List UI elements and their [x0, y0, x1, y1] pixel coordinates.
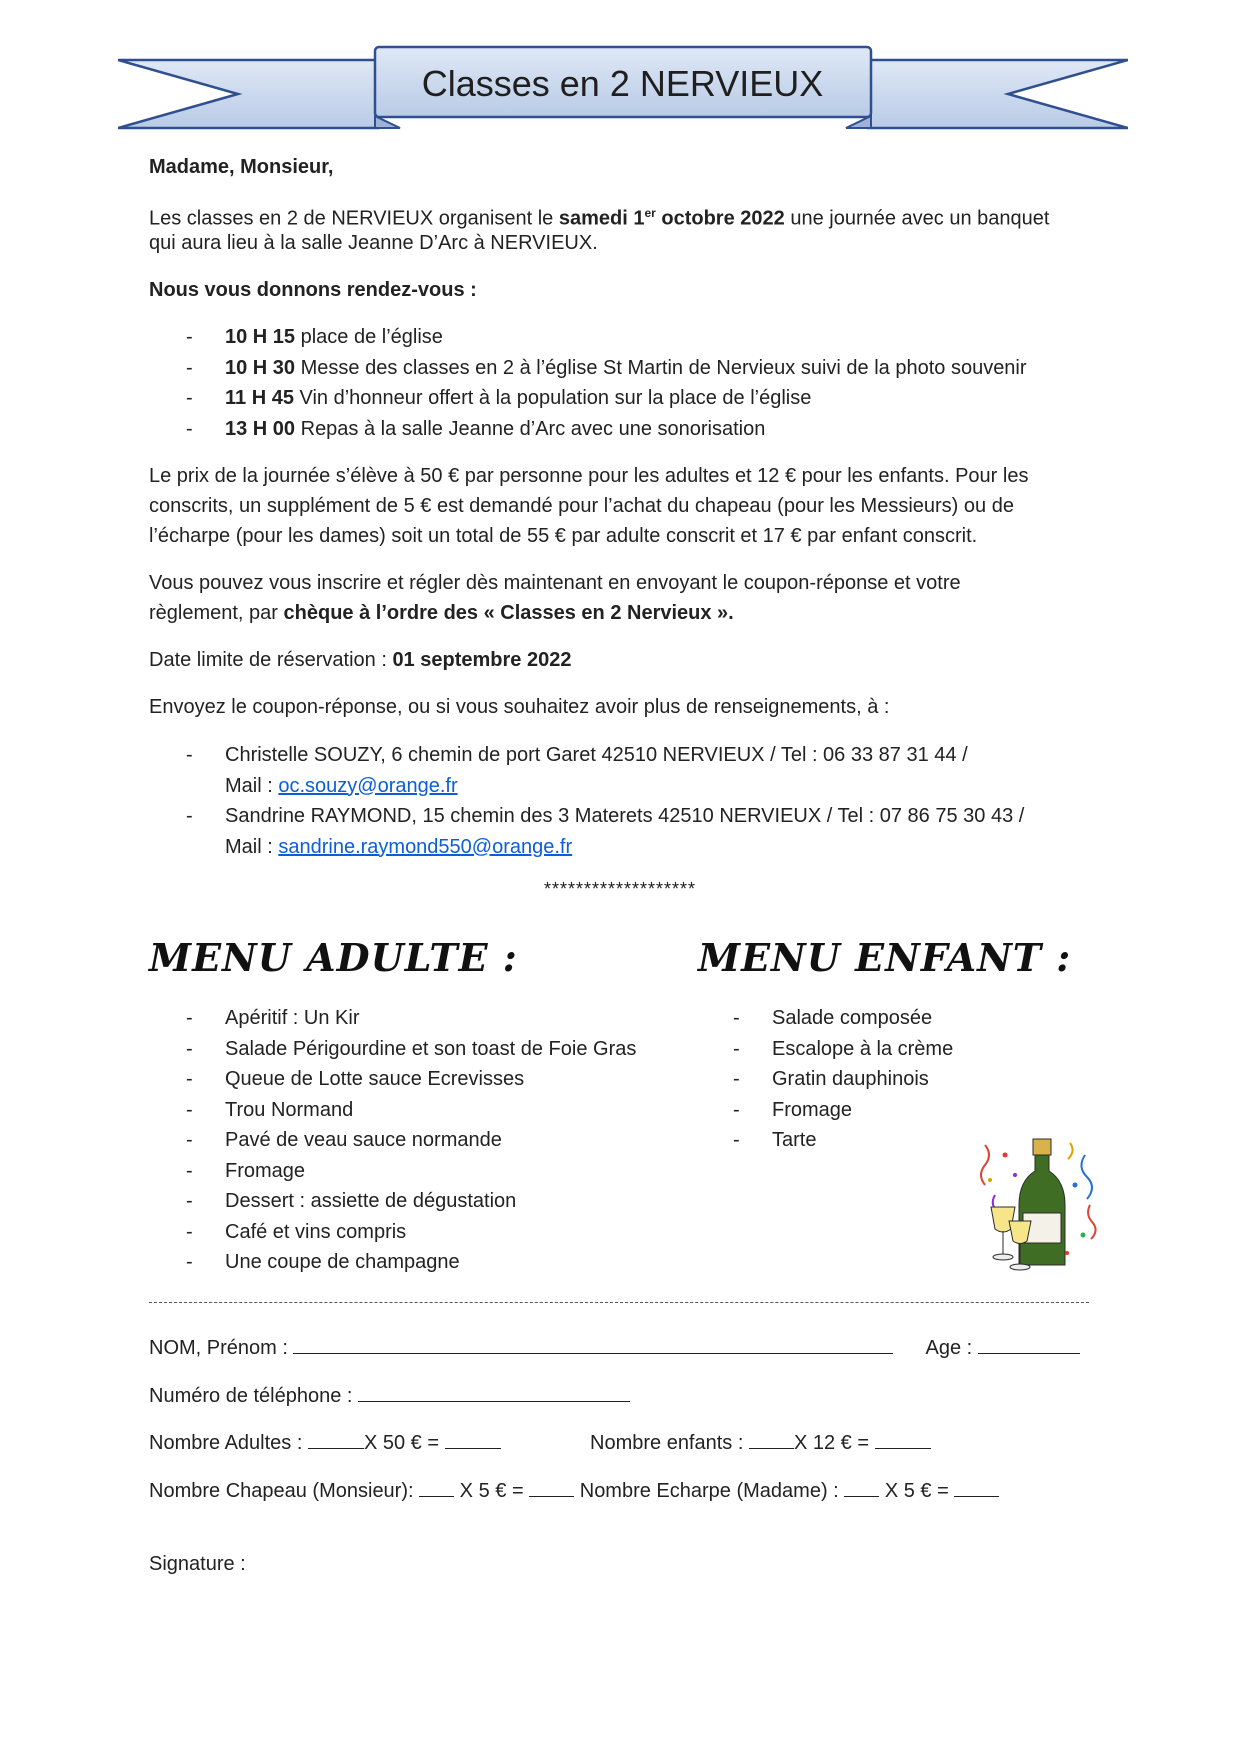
menu-item: - Une coupe de champagne	[186, 1251, 460, 1273]
menu-item: - Gratin dauphinois	[733, 1068, 929, 1090]
menu-item: - Queue de Lotte sauce Ecrevisses	[186, 1068, 525, 1090]
contact-intro: Envoyez le coupon-réponse, ou si vous souhaitez avoir plus de renseignements, à :	[149, 696, 890, 718]
contacts-list: - Christelle SOUZY, 6 chemin de port Garet 42510 NERVIEUX / Tel : 06 33 87 31 44 / Mail : oc.souzy@orange.fr - Sandrine RAYMOND, 15 chemin des 3 Materets 42510 NERVIEUX / Tel : 07 86 75 30 43 / Mail : sandrine.raymond550@orange.fr	[149, 740, 1024, 862]
page-title: Classes en 2 NERVIEUX	[421, 63, 824, 104]
list-item: - 11 H 45 Vin d’honneur offert à la population sur la place de l’église	[186, 387, 812, 409]
menu-adult-title: MENU ADULTE :	[149, 935, 518, 980]
menu-item: - Dessert : assiette de dégustation	[186, 1190, 517, 1212]
greeting: Madame, Monsieur,	[149, 156, 334, 178]
name-field[interactable]	[293, 1333, 893, 1354]
name-row: NOM, Prénom : Age :	[149, 1333, 1080, 1360]
menu-item: - Café et vins compris	[186, 1220, 407, 1243]
menu-item: - Fromage	[186, 1159, 306, 1182]
age-field[interactable]	[978, 1333, 1080, 1354]
menu-item: - Salade composée	[733, 1007, 933, 1029]
cut-line	[149, 1302, 1089, 1303]
menu-item: - Escalope à la crème	[733, 1037, 954, 1060]
intro-line-1: Les classes en 2 de NERVIEUX organisent le samedi 1er octobre 2022 une journée avec un banquet	[149, 206, 1050, 230]
signup-line-2: règlement, par chèque à l’ordre des « Classes en 2 Nervieux ».	[149, 602, 734, 624]
price-line-3: l’écharpe (pour les dames) soit un total de 55 € par adulte conscrit et 17 € par enfant conscrit.	[149, 525, 978, 547]
scarf-total-field[interactable]	[954, 1476, 999, 1497]
email-link[interactable]: oc.souzy@orange.fr	[278, 774, 458, 797]
champagne-icon	[975, 1135, 1100, 1275]
menu-item: - Trou Normand	[186, 1098, 354, 1121]
signature-label: Signature :	[149, 1553, 246, 1575]
email-link[interactable]: sandrine.raymond550@orange.fr	[278, 835, 573, 858]
phone-row: Numéro de téléphone :	[149, 1381, 630, 1408]
list-item: - Sandrine RAYMOND, 15 chemin des 3 Materets 42510 NERVIEUX / Tel : 07 86 75 30 43 /	[186, 805, 1025, 827]
list-item: - Christelle SOUZY, 6 chemin de port Garet 42510 NERVIEUX / Tel : 06 33 87 31 44 /	[186, 744, 968, 766]
hat-total-field[interactable]	[529, 1476, 574, 1497]
children-count-field[interactable]	[749, 1428, 794, 1449]
menu-adult-list	[149, 1003, 636, 1278]
adults-total-field[interactable]	[445, 1428, 501, 1449]
menu-item: - Salade Périgourdine et son toast de Foie Gras	[186, 1037, 637, 1060]
price-line-2: conscrits, un supplément de 5 € est demandé pour l’achat du chapeau (pour les Messieurs) ou de	[149, 495, 1014, 517]
price-line-1: Le prix de la journée s’élève à 50 € par personne pour les adultes et 12 € pour les enfants. Pour les	[149, 465, 1029, 487]
deadline: Date limite de réservation : 01 septembre 2022	[149, 649, 572, 671]
children-total-field[interactable]	[875, 1428, 931, 1449]
scarf-count-field[interactable]	[844, 1476, 879, 1497]
menu-child-list	[696, 1003, 953, 1156]
rdv-heading: Nous vous donnons rendez-vous :	[149, 279, 477, 301]
hat-count-field[interactable]	[419, 1476, 454, 1497]
menu-item: - Pavé de veau sauce normande	[186, 1129, 502, 1151]
phone-field[interactable]	[358, 1381, 630, 1402]
adults-count-field[interactable]	[308, 1428, 364, 1449]
adults-row: Nombre Adultes : X 50 € =	[149, 1428, 501, 1455]
menu-item: - Apéritif : Un Kir	[186, 1007, 360, 1029]
menu-item: - Fromage	[733, 1098, 853, 1121]
separator: *******************	[543, 879, 697, 899]
children-row: Nombre enfants : X 12 € =	[590, 1428, 931, 1455]
intro-line-2: qui aura lieu à la salle Jeanne D’Arc à NERVIEUX.	[149, 232, 598, 254]
signup-line-1: Vous pouvez vous inscrire et régler dès maintenant en envoyant le coupon-réponse et votre	[149, 572, 961, 594]
menu-child-title: MENU ENFANT :	[698, 935, 1072, 980]
list-item: - 10 H 30 Messe des classes en 2 à l’église St Martin de Nervieux suivi de la photo souvenir	[186, 356, 1027, 379]
menu-item: - Tarte	[733, 1129, 817, 1151]
list-item: - 10 H 15 place de l’église	[186, 326, 443, 348]
list-item: - 13 H 00 Repas à la salle Jeanne d’Arc avec une sonorisation	[186, 417, 766, 440]
schedule-list	[149, 322, 1027, 444]
accessories-row: Nombre Chapeau (Monsieur): X 5 € = Nombre Echarpe (Madame) : X 5 € =	[149, 1476, 999, 1503]
